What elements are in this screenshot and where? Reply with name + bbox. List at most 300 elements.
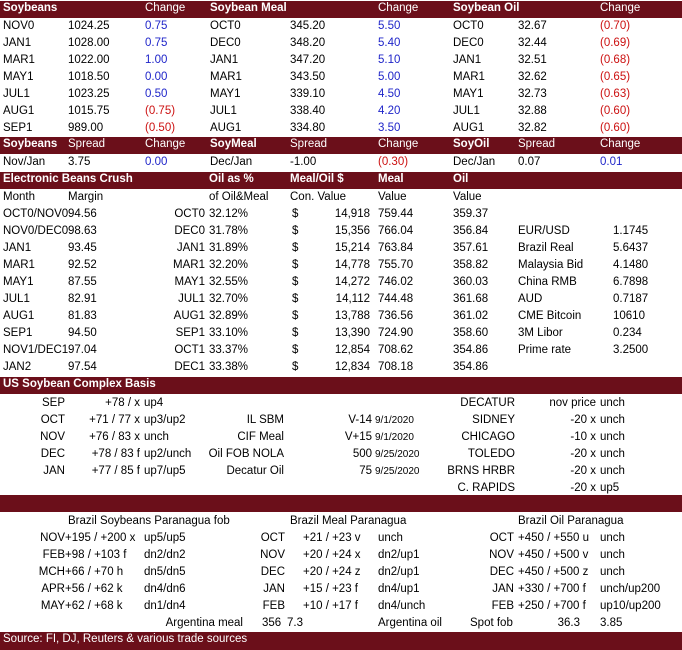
spread-h4: SoyMeal	[210, 138, 257, 150]
crush-margin: 97.54	[68, 361, 97, 373]
soy-month: SEP1	[3, 122, 33, 134]
crush-margin: 87.55	[68, 276, 97, 288]
brazil-row	[0, 530, 682, 547]
meal-month: MAY1	[210, 88, 241, 100]
brazil-row	[0, 564, 682, 581]
crush-contract: OCT0	[174, 208, 205, 220]
brazil-meal-bid: +10 / +17 f	[303, 600, 358, 612]
basis-header	[0, 377, 682, 394]
fx-row	[0, 240, 682, 257]
basis-title: US Soybean Complex Basis	[3, 378, 156, 390]
basis-product-value: 75	[359, 465, 372, 477]
spread-h6: Change	[378, 138, 419, 150]
crush-oil-pct: 31.78%	[209, 225, 249, 237]
basis-loc-change: unch	[600, 414, 625, 426]
soy-price: 1028.00	[68, 37, 110, 49]
crush-oil-pct: 33.38%	[209, 361, 249, 373]
brazil-soy-change: dn2/dn2	[144, 549, 186, 561]
crush-contract: AUG1	[173, 310, 205, 322]
soy-price: 1024.25	[68, 20, 110, 32]
fx-row	[0, 274, 682, 291]
spread-soy-value: 3.75	[68, 156, 91, 168]
basis-change: up4	[144, 397, 164, 409]
fx-value: 5.6437	[613, 242, 649, 254]
basis-location: DECATUR	[460, 397, 515, 409]
crush-contract: SEP1	[175, 327, 205, 339]
crush-oil-pct: 31.89%	[209, 242, 249, 254]
oil-price: 32.67	[518, 20, 547, 32]
futures-row	[0, 103, 682, 120]
spread-oil-label: Dec/Jan	[453, 156, 496, 168]
crush-oil-value: 360.03	[453, 276, 489, 288]
oil-month: MAY1	[453, 88, 484, 100]
crush-oil-value: 354.86	[453, 361, 489, 373]
arg-meal-v1: 356	[262, 617, 282, 629]
brazil-meal-month: JAN	[263, 583, 285, 595]
meal-month: JUL1	[210, 105, 237, 117]
oil-price: 32.62	[518, 71, 547, 83]
meal-price: 343.50	[290, 71, 326, 83]
basis-location: CHICAGO	[461, 431, 515, 443]
fx-row	[0, 342, 682, 359]
change-header-2: Change	[378, 2, 419, 14]
oil-price: 32.82	[518, 122, 547, 134]
soy-price: 1018.50	[68, 71, 110, 83]
fx-value: 0.234	[613, 327, 642, 339]
crush-margin: 82.91	[68, 293, 97, 305]
spread-oil-change: 0.01	[600, 156, 623, 168]
fx-value: 0.7187	[613, 293, 649, 305]
crush-title: Electronic Beans Crush	[3, 173, 133, 185]
brazil-meal-title: Brazil Meal Paranagua	[290, 515, 407, 527]
crush-meal-value: 708.62	[378, 344, 414, 356]
basis-loc-bid: -20 x	[570, 448, 596, 460]
fx-label: EUR/USD	[518, 225, 570, 237]
crush-margin: 94.50	[68, 327, 97, 339]
fx-value: 3.2500	[613, 344, 649, 356]
crush-header	[0, 172, 682, 189]
brazil-soy-change: dn5/dn5	[144, 566, 186, 578]
crush-meal-value: 755.70	[378, 259, 414, 271]
brazil-meal-month: NOV	[260, 549, 285, 561]
crush-dollar: $	[292, 310, 299, 322]
oil-price: 32.51	[518, 54, 547, 66]
soy-change: 0.75	[145, 20, 168, 32]
meal-price: 347.20	[290, 54, 326, 66]
spread-h9: Change	[600, 138, 641, 150]
brazil-oil-bid: +450 / +500 v	[518, 549, 589, 561]
meal-month: DEC0	[210, 37, 241, 49]
futures-row	[0, 18, 682, 35]
soybeans-header: Soybeans	[3, 2, 58, 14]
spread-h2: Spread	[68, 138, 106, 150]
soy-month: MAY1	[3, 71, 34, 83]
fx-value: 1.1745	[613, 225, 649, 237]
crush-dollar: $	[292, 208, 299, 220]
crush-contract: JAN1	[176, 242, 205, 254]
basis-loc-bid: nov price	[549, 397, 596, 409]
crush-row	[0, 206, 682, 223]
brazil-row	[0, 581, 682, 598]
meal-change: 5.50	[378, 20, 401, 32]
crush-margin: 97.04	[68, 344, 97, 356]
fx-label: Malaysia Bid	[518, 259, 584, 271]
arg-spot-label: Spot fob	[470, 617, 513, 629]
spread-meal-value: -1.00	[290, 156, 317, 168]
crush-month: SEP1	[3, 327, 33, 339]
basis-product-value: 500	[352, 448, 372, 460]
crush-month: AUG1	[3, 310, 35, 322]
crush-oil-value: 358.82	[453, 259, 489, 271]
soy-price: 1022.00	[68, 54, 110, 66]
brazil-oil-month: NOV	[489, 549, 514, 561]
fx-row	[0, 257, 682, 274]
meal-change: 5.40	[378, 37, 401, 49]
soy-price: 1023.25	[68, 88, 110, 100]
basis-date: 9/25/2020	[375, 466, 420, 477]
basis-bid: +71 / 77 x	[89, 414, 140, 426]
crush-conv-value: 12,834	[334, 361, 370, 373]
basis-bid: +78 / 83 f	[91, 448, 140, 460]
basis-change: up7/up5	[144, 465, 186, 477]
brazil-oil-month: DEC	[489, 566, 514, 578]
crush-month: JUL1	[3, 293, 30, 305]
crush-oil-pct: 32.70%	[209, 293, 249, 305]
spread-meal-label: Dec/Jan	[210, 156, 253, 168]
crush-sub-conv: Con. Value	[290, 191, 347, 203]
arg-meal-v2: 7.3	[287, 617, 303, 629]
brazil-oil-month: FEB	[491, 600, 514, 612]
crush-sub-value2: Value	[453, 191, 482, 203]
crush-meal-value: 736.56	[378, 310, 414, 322]
source-text: Source: FI, DJ, Reuters & various trade sources	[3, 633, 248, 645]
crush-conv-value: 14,918	[334, 208, 370, 220]
crush-contract: DEC1	[174, 361, 205, 373]
arg-oil-label: Argentina oil	[378, 617, 442, 629]
meal-change: 4.20	[378, 105, 401, 117]
meal-change: 5.10	[378, 54, 401, 66]
meal-month: MAR1	[210, 71, 242, 83]
basis-month: SEP	[41, 397, 65, 409]
basis-product-value: V+15	[344, 431, 372, 443]
crush-dollar: $	[292, 276, 299, 288]
fx-label: CME Bitcoin	[518, 310, 582, 322]
argentina-row	[0, 615, 682, 632]
crush-sub-value1: Value	[378, 191, 407, 203]
brazil-soy-bid: +56 / +62 k	[65, 583, 123, 595]
spread-h3: Change	[145, 138, 186, 150]
crush-conv-value: 14,272	[334, 276, 370, 288]
basis-product: CIF Meal	[237, 431, 284, 443]
basis-date: 9/1/2020	[375, 432, 414, 443]
crush-conv-value: 14,112	[335, 293, 370, 305]
soy-month: JAN1	[3, 37, 32, 49]
brazil-meal-bid: +20 / +24 z	[303, 566, 361, 578]
brazil-soy-month: NOV	[40, 532, 65, 544]
crush-dollar: $	[292, 293, 299, 305]
change-header-3: Change	[600, 2, 641, 14]
fx-label: China RMB	[518, 276, 577, 288]
crush-meal-value: 766.04	[378, 225, 414, 237]
basis-row	[0, 446, 682, 463]
crush-oil-value: 361.02	[453, 310, 489, 322]
brazil-oil-bid: +450 / +500 z	[518, 566, 589, 578]
futures-row	[0, 86, 682, 103]
oil-change: (0.69)	[600, 37, 631, 49]
brazil-oil-title: Brazil Oil Paranagua	[518, 515, 624, 527]
basis-product: Decatur Oil	[226, 465, 284, 477]
oil-month: JAN1	[453, 54, 482, 66]
crush-contract: OCT1	[174, 344, 205, 356]
crush-oil-value: 354.86	[453, 344, 489, 356]
basis-date: 9/1/2020	[375, 415, 414, 426]
crush-month: NOV1/DEC1	[3, 344, 69, 356]
futures-row	[0, 69, 682, 86]
basis-location: SIDNEY	[472, 414, 515, 426]
fx-value: 6.7898	[613, 276, 649, 288]
meal-change: 3.50	[378, 122, 401, 134]
spread-h8: Spread	[518, 138, 556, 150]
basis-month: DEC	[40, 448, 65, 460]
basis-loc-change: unch	[600, 397, 625, 409]
crush-month: MAY1	[3, 276, 34, 288]
oil-price: 32.88	[518, 105, 547, 117]
brazil-meal-bid: +15 / +23 f	[303, 583, 358, 595]
brazil-meal-bid: +21 / +23 v	[303, 532, 361, 544]
brazil-row	[0, 547, 682, 564]
fx-value: 10610	[613, 310, 645, 322]
oil-month: JUL1	[453, 105, 480, 117]
source-footer	[0, 632, 682, 650]
brazil-soy-bid: +62 / +68 k	[65, 600, 123, 612]
crush-conv-value: 13,390	[334, 327, 370, 339]
crush-margin: 98.63	[68, 225, 97, 237]
crush-dollar: $	[292, 344, 299, 356]
basis-loc-change: up5	[600, 482, 620, 494]
soy-change: 0.75	[145, 37, 168, 49]
brazil-soy-title: Brazil Soybeans Paranagua fob	[68, 515, 230, 527]
crush-conv-value: 12,854	[334, 344, 370, 356]
oil-month: OCT0	[453, 20, 484, 32]
crush-meal-value: 708.18	[378, 361, 414, 373]
spread-row	[0, 154, 682, 171]
crush-subheader	[0, 189, 682, 206]
brazil-soy-change: dn4/dn6	[144, 583, 186, 595]
fx-label: 3M Libor	[518, 327, 563, 339]
crush-mealoil-header: Meal/Oil $	[290, 173, 344, 185]
fx-row	[0, 291, 682, 308]
fx-row	[0, 223, 682, 240]
basis-change: up2/unch	[144, 448, 192, 460]
basis-date: 9/25/2020	[375, 449, 420, 460]
basis-loc-bid: -10 x	[570, 431, 596, 443]
brazil-oil-change: unch/up200	[600, 583, 661, 595]
meal-month: JAN1	[210, 54, 239, 66]
arg-oil-v1: 36.3	[557, 617, 580, 629]
spreads-header	[0, 137, 682, 154]
futures-header	[0, 1, 682, 18]
crush-month: JAN1	[3, 242, 32, 254]
basis-product: IL SBM	[246, 414, 284, 426]
basis-bid: +78 / x	[105, 397, 140, 409]
basis-loc-change: unch	[600, 465, 625, 477]
crush-margin: 94.56	[68, 208, 97, 220]
crush-margin: 93.45	[68, 242, 97, 254]
brazil-oil-bid: +450 / +550 u	[518, 532, 589, 544]
meal-change: 5.00	[378, 71, 401, 83]
meal-price: 348.20	[290, 37, 326, 49]
spread-h7: SoyOil	[453, 138, 490, 150]
crush-sub-month: Month	[3, 191, 35, 203]
crush-contract: DEC0	[174, 225, 205, 237]
futures-row	[0, 52, 682, 69]
crush-meal-value: 744.48	[378, 293, 414, 305]
basis-loc-bid: -20 x	[570, 465, 596, 477]
brazil-row	[0, 598, 682, 615]
crush-sub-margin: Margin	[68, 191, 104, 203]
arg-oil-v2: 3.85	[600, 617, 623, 629]
crush-meal-value: 724.90	[378, 327, 414, 339]
fx-label: Prime rate	[518, 344, 572, 356]
brazil-oil-bid: +330 / +700 f	[518, 583, 586, 595]
brazil-titles	[0, 513, 682, 530]
crush-conv-value: 15,356	[334, 225, 370, 237]
brazil-soy-change: dn1/dn4	[144, 600, 186, 612]
meal-price: 334.80	[290, 122, 326, 134]
oil-month: DEC0	[453, 37, 484, 49]
brazil-meal-change: unch	[378, 532, 403, 544]
basis-loc-change: unch	[600, 448, 625, 460]
basis-month: JAN	[43, 465, 65, 477]
basis-bid: +76 / 83 x	[89, 431, 140, 443]
oil-month: MAR1	[453, 71, 485, 83]
meal-change: 4.50	[378, 88, 401, 100]
meal-price: 345.20	[290, 20, 326, 32]
brazil-soy-change: up5/up5	[144, 532, 186, 544]
crush-oil-header: Oil	[453, 173, 469, 185]
brazil-meal-change: dn2/up1	[378, 566, 420, 578]
brazil-oil-change: unch	[600, 532, 625, 544]
crush-oil-value: 359.37	[453, 208, 489, 220]
basis-loc-bid: -20 x	[570, 482, 596, 494]
brazil-oil-change: unch	[600, 549, 625, 561]
crush-meal-value: 746.02	[378, 276, 414, 288]
meal-header: Soybean Meal	[210, 2, 287, 14]
basis-row	[0, 412, 682, 429]
oil-change: (0.65)	[600, 71, 631, 83]
basis-loc-change: unch	[600, 431, 625, 443]
crush-month: JAN2	[3, 361, 32, 373]
divider-band	[0, 495, 682, 512]
basis-product: Oil FOB NOLA	[208, 448, 284, 460]
fx-row	[0, 308, 682, 325]
spread-oil-value: 0.07	[518, 156, 541, 168]
soy-month: NOV0	[3, 20, 35, 32]
brazil-meal-change: dn4/up1	[378, 583, 420, 595]
crush-oil-pct: 32.55%	[209, 276, 249, 288]
spread-h5: Spread	[290, 138, 328, 150]
brazil-meal-month: OCT	[260, 532, 285, 544]
soy-month: JUL1	[3, 88, 30, 100]
crush-conv-value: 15,214	[334, 242, 370, 254]
basis-month: OCT	[40, 414, 65, 426]
crush-dollar: $	[292, 242, 299, 254]
crush-oil-pct: 32.89%	[209, 310, 249, 322]
soy-month: MAR1	[3, 54, 35, 66]
brazil-soy-month: FEB	[42, 549, 65, 561]
soy-month: AUG1	[3, 105, 35, 117]
arg-meal-label: Argentina meal	[165, 617, 243, 629]
crush-row	[0, 359, 682, 376]
brazil-meal-month: DEC	[260, 566, 285, 578]
crush-margin: 92.52	[68, 259, 97, 271]
spread-h1: Soybeans	[3, 138, 58, 150]
brazil-meal-month: FEB	[262, 600, 285, 612]
meal-month: OCT0	[210, 20, 241, 32]
oil-change: (0.68)	[600, 54, 631, 66]
crush-contract: MAR1	[173, 259, 205, 271]
brazil-soy-bid: +66 / +70 h	[65, 566, 124, 578]
basis-change: up3/up2	[144, 414, 186, 426]
crush-oil-value: 357.61	[453, 242, 489, 254]
crush-dollar: $	[292, 327, 299, 339]
crush-sub-oilmeal: of Oil&Meal	[209, 191, 269, 203]
meal-month: AUG1	[210, 122, 242, 134]
basis-row	[0, 429, 682, 446]
crush-oil-pct: 33.37%	[209, 344, 249, 356]
spread-meal-change: (0.30)	[378, 156, 409, 168]
oil-price: 32.73	[518, 88, 547, 100]
oil-header: Soybean Oil	[453, 2, 520, 14]
brazil-oil-bid: +250 / +700 f	[518, 600, 586, 612]
oil-price: 32.44	[518, 37, 547, 49]
change-header-1: Change	[145, 2, 186, 14]
oil-month: AUG1	[453, 122, 485, 134]
brazil-soy-bid: +98 / +103 f	[65, 549, 127, 561]
oil-change: (0.60)	[600, 105, 631, 117]
brazil-oil-month: OCT	[489, 532, 514, 544]
crush-meal-value: 759.44	[378, 208, 414, 220]
fx-row	[0, 325, 682, 342]
crush-month: OCT0/NOV0	[3, 208, 69, 220]
brazil-soy-bid: +195 / +200 x	[65, 532, 136, 544]
crush-contract: JUL1	[178, 293, 205, 305]
basis-change: unch	[144, 431, 169, 443]
basis-product-value: V-14	[348, 414, 372, 426]
crush-oil-pct: 32.12%	[209, 208, 249, 220]
basis-loc-bid: -20 x	[570, 414, 596, 426]
basis-location: C. RAPIDS	[457, 482, 515, 494]
crush-conv-value: 13,788	[334, 310, 370, 322]
soy-change: (0.50)	[145, 122, 176, 134]
brazil-meal-change: dn4/unch	[378, 600, 426, 612]
crush-dollar: $	[292, 361, 299, 373]
soy-price: 1015.75	[68, 105, 110, 117]
basis-location: BRNS HRBR	[447, 465, 515, 477]
fx-label: Brazil Real	[518, 242, 574, 254]
spread-soy-change: 0.00	[145, 156, 168, 168]
crush-margin: 81.83	[68, 310, 97, 322]
brazil-meal-change: dn2/up1	[378, 549, 420, 561]
crush-oil-value: 356.84	[453, 225, 489, 237]
oil-change: (0.63)	[600, 88, 631, 100]
crush-month: MAR1	[3, 259, 35, 271]
soy-change: 0.50	[145, 88, 168, 100]
crush-dollar: $	[292, 259, 299, 271]
brazil-oil-change: unch	[600, 566, 625, 578]
soy-change: (0.75)	[145, 105, 176, 117]
crush-meal-header: Meal	[378, 173, 404, 185]
